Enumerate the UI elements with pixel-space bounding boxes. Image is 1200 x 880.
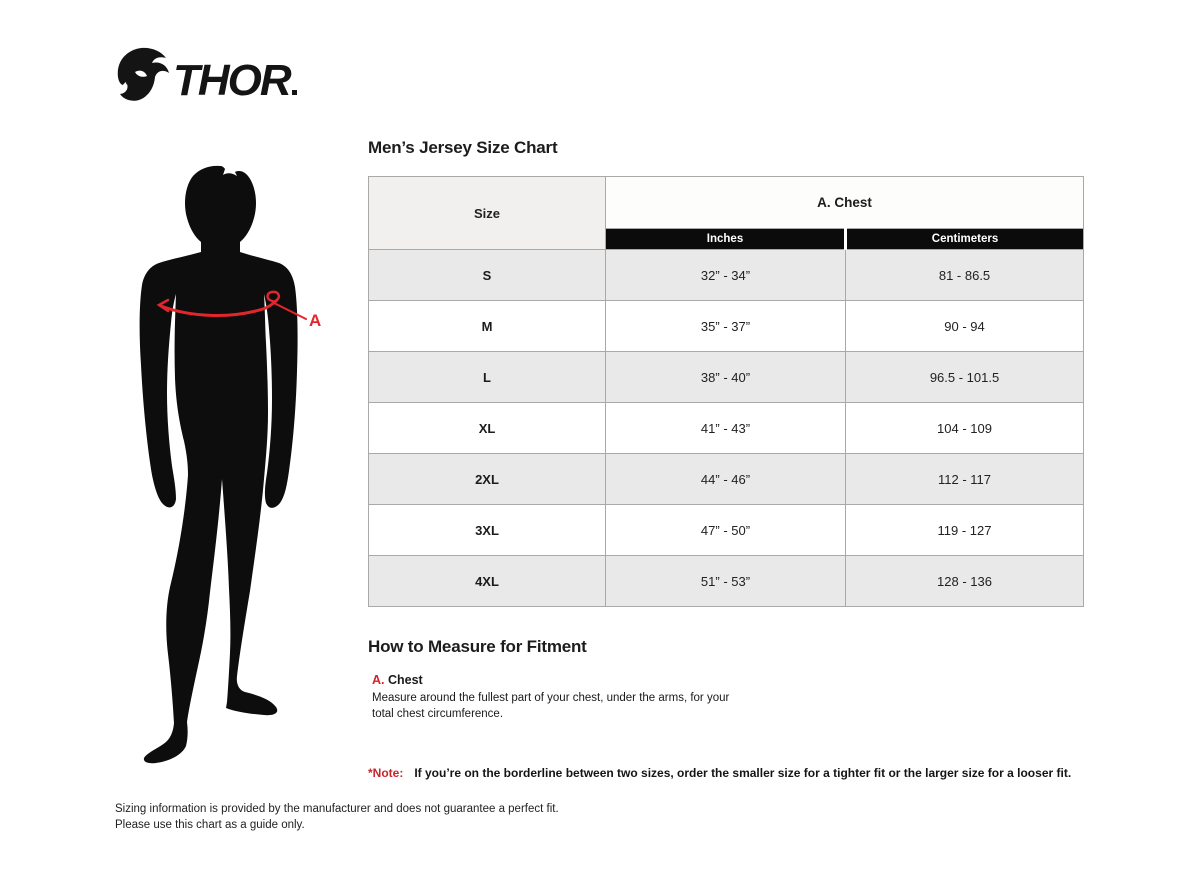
- table-row: [369, 556, 1084, 607]
- size-value: XL: [369, 403, 606, 454]
- inches-value: 41” - 43”: [606, 403, 846, 454]
- measure-desc-line2: total chest circumference.: [372, 708, 504, 721]
- cm-value: 104 - 109: [846, 403, 1084, 454]
- disclaimer-line1: Sizing information is provided by the manufacturer and does not guarantee a perfect fit.: [115, 803, 559, 815]
- column-header-centimeters: Centimeters: [846, 229, 1084, 250]
- table-row: [369, 352, 1084, 403]
- column-header-size: Size: [369, 177, 606, 250]
- cm-value: 119 - 127: [846, 505, 1084, 556]
- inches-value: 32” - 34”: [606, 250, 846, 301]
- inches-value: 38” - 40”: [606, 352, 846, 403]
- note-label: *Note:: [368, 766, 404, 780]
- male-silhouette: [140, 166, 298, 763]
- table-row: [369, 301, 1084, 352]
- thor-logo-wordmark: THOR: [173, 56, 290, 105]
- size-value: S: [369, 250, 606, 301]
- measure-item-description: [372, 690, 742, 723]
- measure-item-letter: A.: [372, 673, 385, 687]
- measurement-figure: [130, 163, 330, 788]
- size-value: 4XL: [369, 556, 606, 607]
- column-header-inches: Inches: [606, 229, 846, 250]
- size-value: 2XL: [369, 454, 606, 505]
- measure-item-title: [372, 673, 742, 687]
- disclaimer: [115, 801, 559, 834]
- note-text: If you’re on the borderline between two sizes, order the smaller size for a tighter fit or the larger size for a looser fit.: [414, 766, 1072, 780]
- size-chart-table: [368, 176, 1084, 607]
- inches-value: 44” - 46”: [606, 454, 846, 505]
- measure-item-label: Chest: [387, 673, 423, 687]
- cm-value: 81 - 86.5: [846, 250, 1084, 301]
- measure-section-heading: How to Measure for Fitment: [368, 637, 587, 656]
- size-value: 3XL: [369, 505, 606, 556]
- inches-value: 51” - 53”: [606, 556, 846, 607]
- inches-value: 47” - 50”: [606, 505, 846, 556]
- page-title: Men’s Jersey Size Chart: [368, 138, 558, 157]
- cm-value: 112 - 117: [846, 454, 1084, 505]
- measure-item-chest: [372, 673, 742, 723]
- inches-value: 35” - 37”: [606, 301, 846, 352]
- table-row: [369, 505, 1084, 556]
- table-row: [369, 454, 1084, 505]
- chest-label-a: A: [309, 311, 322, 330]
- cm-value: 128 - 136: [846, 556, 1084, 607]
- table-row: [369, 403, 1084, 454]
- sizing-note: [368, 766, 1071, 780]
- logo-trademark-dot: [292, 90, 297, 95]
- thor-goat-icon: [118, 48, 169, 101]
- thor-logo: [113, 44, 308, 106]
- cm-value: 90 - 94: [846, 301, 1084, 352]
- cm-value: 96.5 - 101.5: [846, 352, 1084, 403]
- measure-desc-line1: Measure around the fullest part of your chest, under the arms, for your: [372, 692, 730, 704]
- table-row: [369, 250, 1084, 301]
- column-group-header-chest: A. Chest: [606, 177, 1084, 229]
- disclaimer-line2: Please use this chart as a guide only.: [115, 819, 305, 832]
- size-value: M: [369, 301, 606, 352]
- size-value: L: [369, 352, 606, 403]
